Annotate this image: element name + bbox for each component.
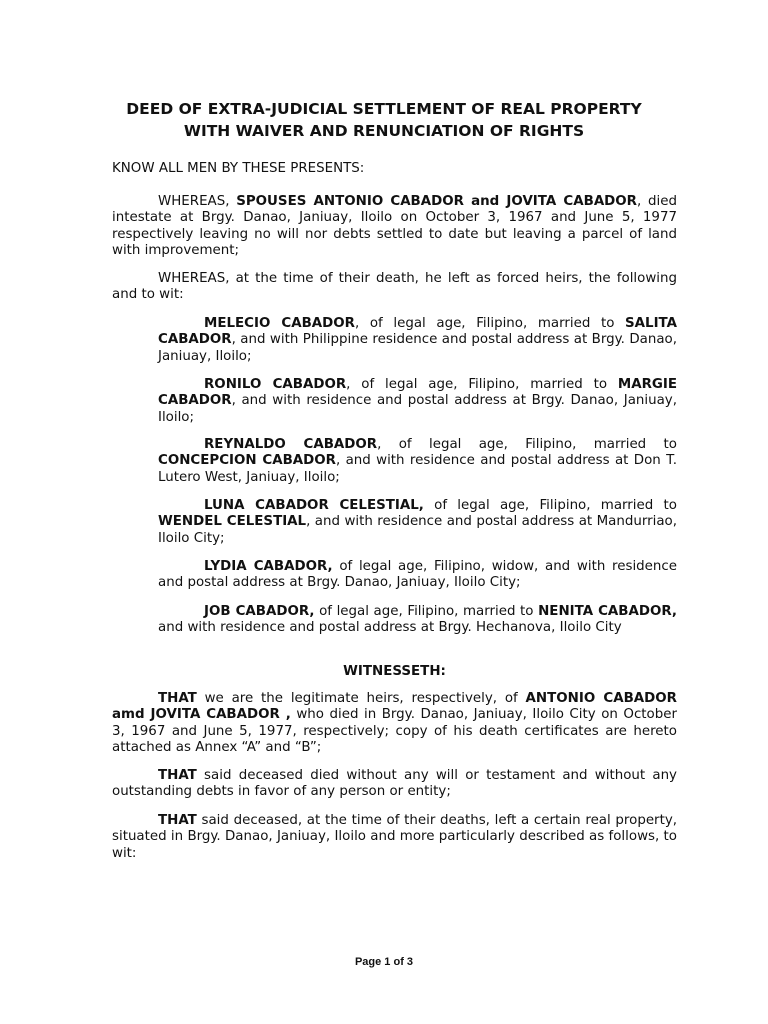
whereas1-names: SPOUSES ANTONIO CABADOR and JOVITA CABADOR [236, 194, 637, 209]
whereas1-lead: WHEREAS, [158, 194, 237, 209]
heir-name: JOB CABADOR, [204, 604, 315, 619]
heir-address: and with residence and postal address at Brgy. Hechanova, Iloilo City [158, 620, 622, 636]
whereas-paragraph-1 [112, 194, 677, 259]
that1-text1: we are the legitimate heirs, respectively, of [196, 691, 526, 706]
title-line-1: DEED OF EXTRA-JUDICIAL SETTLEMENT OF REAL PROPERTY [126, 100, 642, 118]
heir-spouse: MARGIE CABADOR [158, 377, 677, 409]
heir-details: , of legal age, Filipino, married to [346, 377, 618, 392]
heir-details: of legal age, Filipino, married to [423, 498, 677, 513]
heir-address: , and with residence and postal address at Mandurriao, Iloilo City; [158, 514, 677, 546]
that2-text: said deceased died without any will or testament and without any outstanding debts in favor of any person or entity; [112, 768, 677, 800]
heir-address: , and with Philippine residence and postal address at Brgy. Danao, Janiuay, Iloilo; [158, 332, 677, 364]
heir-name: REYNALDO CABADOR [204, 437, 378, 452]
heir-details: , of legal age, Filipino, married to [377, 437, 677, 452]
heir-details: of legal age, Filipino, widow, and with residence and postal address at Brgy. Danao, Janiuay, Iloilo City; [158, 559, 677, 591]
heir-paragraph-4 [158, 498, 677, 547]
heir-name: RONILO CABADOR [204, 377, 347, 392]
witnesseth-heading: WITNESSETH: [343, 664, 446, 679]
heir-details: , of legal age, Filipino, married to [354, 316, 626, 331]
that3-lead: THAT [158, 813, 197, 828]
that1-text2: who died in Brgy. Danao, Janiuay, Iloilo City on October 3, 1967 and June 5, 1977, respectively; copy of his death certificates are hereto attached as Annex “A” and “B”; [112, 707, 677, 755]
heir-paragraph-5 [158, 559, 677, 592]
heir-paragraph-1 [158, 316, 677, 365]
heir-address: , and with residence and postal address at Brgy. Danao, Janiuay, Iloilo; [158, 393, 677, 425]
title-line-2: WITH WAIVER AND RENUNCIATION OF RIGHTS [183, 122, 585, 140]
heir-name: LYDIA CABADOR, [204, 559, 333, 574]
heir-address: , and with residence and postal address at Don T. Lutero West, Janiuay, Iloilo; [158, 453, 678, 485]
that-paragraph-1 [112, 691, 677, 756]
heir-paragraph-6 [158, 604, 677, 637]
page-number-footer [0, 956, 768, 968]
footer-of-word: of [390, 956, 407, 968]
that1-names: ANTONIO CABADOR amd JOVITA CABADOR , [112, 691, 677, 723]
heir-spouse: WENDEL CELESTIAL [158, 514, 307, 530]
footer-page-word: Page [354, 956, 385, 968]
footer-page-num: 1 [384, 956, 391, 968]
that-paragraph-2 [112, 768, 677, 801]
that1-lead: THAT [158, 691, 197, 706]
heir-spouse: CONCEPCION CABADOR [158, 453, 336, 469]
whereas1-rest: , died intestate at Brgy. Danao, Janiuay, Iloilo on October 3, 1967 and June 5, 1977 respectively leaving no will nor debts settled to date but leaving a parcel of land with improvement; [112, 194, 677, 258]
that-paragraph-3 [112, 813, 677, 862]
heir-name: MELECIO CABADOR [204, 316, 355, 331]
that2-lead: THAT [158, 768, 197, 783]
heir-spouse: NENITA CABADOR, [538, 604, 677, 619]
heir-name: LUNA CABADOR CELESTIAL, [204, 498, 424, 513]
heir-paragraph-2 [158, 377, 677, 426]
whereas-paragraph-2: WHEREAS, at the time of their death, he left as forced heirs, the following and to wit: [112, 271, 677, 303]
heir-paragraph-3 [158, 437, 677, 486]
heir-spouse: SALITA CABADOR [158, 316, 678, 348]
that3-text: said deceased, at the time of their deaths, left a certain real property, situated in Brgy. Danao, Janiuay, Iloilo and more particularly described as follows, to wit: [112, 813, 677, 861]
opening-line: KNOW ALL MEN BY THESE PRESENTS: [112, 161, 365, 176]
heir-details: of legal age, Filipino, married to [314, 604, 539, 619]
footer-page-total: 3 [406, 956, 414, 968]
